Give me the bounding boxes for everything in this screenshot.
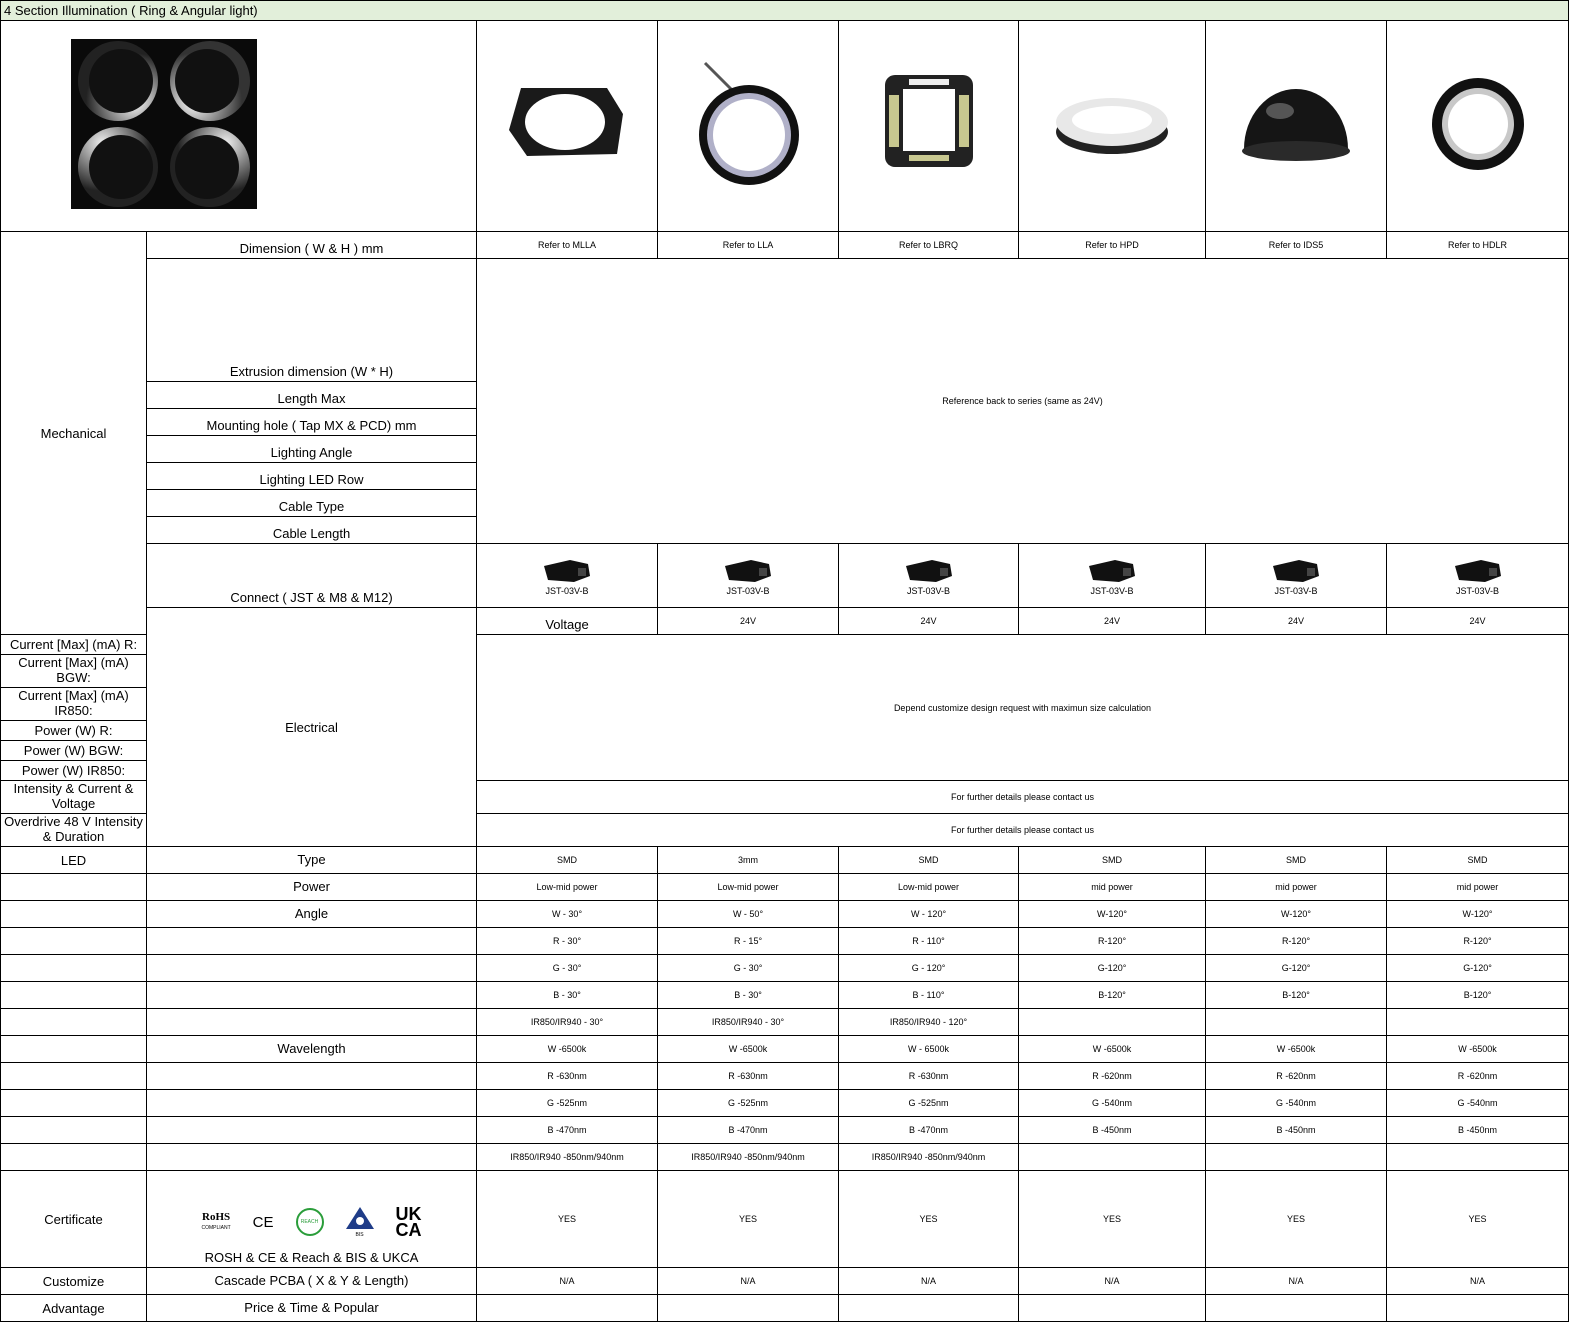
page-title: 4 Section Illumination ( Ring & Angular light): [1, 1, 1569, 21]
advantage-5: [1206, 1295, 1387, 1322]
angle-3: W - 120°: [839, 901, 1019, 928]
wavelength-2: W -6500k: [658, 1036, 839, 1063]
low-angle-ring-light-icon: [1052, 84, 1172, 164]
section-empty: [1, 1090, 147, 1117]
wavelength-1: R -630nm: [477, 1063, 658, 1090]
angle-4: [1019, 1009, 1206, 1036]
four-section-illumination-icon: [71, 39, 257, 209]
wavelength-5: R -620nm: [1206, 1063, 1387, 1090]
section-empty: [1, 874, 147, 901]
wavelength-5: [1206, 1144, 1387, 1171]
angle-4: R-120°: [1019, 928, 1206, 955]
power-5: mid power: [1206, 874, 1387, 901]
voltage-3: 24V: [1019, 608, 1206, 635]
customize-1: N/A: [477, 1268, 658, 1295]
angle-3: B - 110°: [839, 982, 1019, 1009]
label-mounting-hole: Mounting hole ( Tap MX & PCD) mm: [147, 409, 477, 436]
wavelength-1: G -525nm: [477, 1090, 658, 1117]
angle-4: B-120°: [1019, 982, 1206, 1009]
reach-logo-icon: REACH: [296, 1208, 324, 1236]
wavelength-3: W - 6500k: [839, 1036, 1019, 1063]
angle-5: W-120°: [1206, 901, 1387, 928]
angle-4: W-120°: [1019, 901, 1206, 928]
label-empty: [147, 1009, 477, 1036]
ring-light-with-cable-icon: [693, 59, 803, 189]
label-lighting-angle: Lighting Angle: [147, 436, 477, 463]
diffuse-ring-light-icon: [1428, 74, 1528, 174]
customize-2: N/A: [658, 1268, 839, 1295]
section-customize: Customize: [1, 1268, 147, 1295]
angle-3: IR850/IR940 - 120°: [839, 1009, 1019, 1036]
four-section-preview: [1, 21, 477, 232]
angle-6: G-120°: [1387, 955, 1569, 982]
power-6: mid power: [1387, 874, 1569, 901]
wavelength-6: G -540nm: [1387, 1090, 1569, 1117]
advantage-1: [477, 1295, 658, 1322]
type-6: SMD: [1387, 847, 1569, 874]
connector-label: JST-03V-B: [1274, 585, 1318, 596]
section-electrical: Electrical: [147, 608, 477, 847]
label-cable-type: Cable Type: [147, 490, 477, 517]
connector-5: [1206, 544, 1387, 608]
wavelength-4: B -450nm: [1019, 1117, 1206, 1144]
connector-6: [1387, 544, 1569, 608]
type-3: SMD: [839, 847, 1019, 874]
wavelength-2: R -630nm: [658, 1063, 839, 1090]
angle-1: W - 30°: [477, 901, 658, 928]
power-2: Low-mid power: [658, 874, 839, 901]
section-mechanical: Mechanical: [1, 232, 147, 635]
dimension-6: Refer to HDLR: [1387, 232, 1569, 259]
wavelength-5: G -540nm: [1206, 1090, 1387, 1117]
voltage-4: 24V: [1206, 608, 1387, 635]
mechanical-reference: Reference back to series (same as 24V): [477, 259, 1569, 544]
wavelength-5: B -450nm: [1206, 1117, 1387, 1144]
angle-6: B-120°: [1387, 982, 1569, 1009]
label-empty: [147, 1117, 477, 1144]
label-empty: [147, 955, 477, 982]
jst-connector-icon: [1269, 556, 1323, 584]
ce-logo-icon: CE: [252, 1213, 274, 1231]
label-cable-length: Cable Length: [147, 517, 477, 544]
wavelength-6: [1387, 1144, 1569, 1171]
section-empty: [1, 928, 147, 955]
advantage-2: [658, 1295, 839, 1322]
section-empty: [1, 1036, 147, 1063]
advantage-4: [1019, 1295, 1206, 1322]
section-empty: [1, 955, 147, 982]
dimension-4: Refer to HPD: [1019, 232, 1206, 259]
label-type: Type: [147, 847, 477, 874]
jst-connector-icon: [1085, 556, 1139, 584]
ukca-logo-icon: UK CA: [395, 1204, 422, 1240]
label-power-bgw: Power (W) BGW:: [1, 741, 147, 761]
connector-3: [839, 544, 1019, 608]
section-empty: [1, 982, 147, 1009]
section-led: LED: [1, 847, 147, 874]
product-image-6: [1387, 21, 1569, 232]
label-empty: [147, 1144, 477, 1171]
bis-logo-icon: BIS: [346, 1207, 374, 1238]
wavelength-3: R -630nm: [839, 1063, 1019, 1090]
wavelength-3: B -470nm: [839, 1117, 1019, 1144]
angle-5: B-120°: [1206, 982, 1387, 1009]
angle-2: IR850/IR940 - 30°: [658, 1009, 839, 1036]
rohs-logo-icon: RoHS COMPLIANT: [201, 1211, 231, 1231]
wavelength-4: W -6500k: [1019, 1036, 1206, 1063]
connector-label: JST-03V-B: [545, 585, 589, 596]
angle-2: B - 30°: [658, 982, 839, 1009]
angle-5: [1206, 1009, 1387, 1036]
label-cascade: Cascade PCBA ( X & Y & Length): [147, 1268, 477, 1295]
label-price: Price & Time & Popular: [147, 1295, 477, 1322]
dome-light-icon: [1236, 79, 1356, 169]
label-power-ir: Power (W) IR850:: [1, 761, 147, 781]
customize-4: N/A: [1019, 1268, 1206, 1295]
voltage-5: 24V: [1387, 608, 1569, 635]
label-current-ir: Current [Max] (mA) IR850:: [1, 688, 147, 721]
section-certificate: Certificate: [1, 1171, 147, 1268]
type-5: SMD: [1206, 847, 1387, 874]
wavelength-1: W -6500k: [477, 1036, 658, 1063]
section-empty: [1, 1117, 147, 1144]
angle-2: G - 30°: [658, 955, 839, 982]
dimension-3: Refer to LBRQ: [839, 232, 1019, 259]
section-empty: [1, 1063, 147, 1090]
connector-1: [477, 544, 658, 608]
advantage-6: [1387, 1295, 1569, 1322]
label-wavelength: Wavelength: [147, 1036, 477, 1063]
wavelength-6: W -6500k: [1387, 1036, 1569, 1063]
label-voltage: Voltage: [477, 608, 658, 635]
wavelength-5: W -6500k: [1206, 1036, 1387, 1063]
overdrive-reference: For further details please contact us: [477, 814, 1569, 847]
certificate-2: YES: [658, 1171, 839, 1268]
connector-label: JST-03V-B: [906, 585, 951, 596]
angle-3: G - 120°: [839, 955, 1019, 982]
power-3: Low-mid power: [839, 874, 1019, 901]
angle-6: W-120°: [1387, 901, 1569, 928]
dimension-2: Refer to LLA: [658, 232, 839, 259]
wavelength-4: [1019, 1144, 1206, 1171]
product-image-5: [1206, 21, 1387, 232]
certificate-6: YES: [1387, 1171, 1569, 1268]
customize-5: N/A: [1206, 1268, 1387, 1295]
jst-connector-icon: [721, 556, 775, 584]
customize-3: N/A: [839, 1268, 1019, 1295]
label-empty: [147, 928, 477, 955]
label-certs: [147, 1171, 477, 1268]
angle-2: R - 15°: [658, 928, 839, 955]
label-current-bgw: Current [Max] (mA) BGW:: [1, 655, 147, 688]
dimension-1: Refer to MLLA: [477, 232, 658, 259]
type-1: SMD: [477, 847, 658, 874]
angle-6: [1387, 1009, 1569, 1036]
label-connect: Connect ( JST & M8 & M12): [147, 544, 477, 608]
certificate-3: YES: [839, 1171, 1019, 1268]
label-empty: [147, 1090, 477, 1117]
angle-3: R - 110°: [839, 928, 1019, 955]
angle-2: W - 50°: [658, 901, 839, 928]
octagonal-ring-light-icon: [507, 84, 627, 164]
angle-1: B - 30°: [477, 982, 658, 1009]
wavelength-2: B -470nm: [658, 1117, 839, 1144]
label-power-r: Power (W) R:: [1, 721, 147, 741]
square-bar-light-icon: [879, 69, 979, 179]
connector-2: [658, 544, 839, 608]
product-image-1: [477, 21, 658, 232]
label-empty: [147, 982, 477, 1009]
angle-4: G-120°: [1019, 955, 1206, 982]
wavelength-1: B -470nm: [477, 1117, 658, 1144]
wavelength-2: IR850/IR940 -850nm/940nm: [658, 1144, 839, 1171]
angle-5: R-120°: [1206, 928, 1387, 955]
certificate-4: YES: [1019, 1171, 1206, 1268]
dimension-5: Refer to IDS5: [1206, 232, 1387, 259]
label-empty: [147, 1063, 477, 1090]
angle-1: G - 30°: [477, 955, 658, 982]
angle-5: G-120°: [1206, 955, 1387, 982]
angle-6: R-120°: [1387, 928, 1569, 955]
voltage-1: 24V: [658, 608, 839, 635]
advantage-3: [839, 1295, 1019, 1322]
label-extrusion: Extrusion dimension (W * H): [147, 259, 477, 382]
type-2: 3mm: [658, 847, 839, 874]
wavelength-3: G -525nm: [839, 1090, 1019, 1117]
power-1: Low-mid power: [477, 874, 658, 901]
jst-connector-icon: [902, 556, 956, 584]
connector-label: JST-03V-B: [726, 585, 770, 596]
product-image-4: [1019, 21, 1206, 232]
wavelength-6: B -450nm: [1387, 1117, 1569, 1144]
connector-4: [1019, 544, 1206, 608]
cert-text: ROSH & CE & Reach & BIS & UKCA: [204, 1250, 419, 1265]
power-4: mid power: [1019, 874, 1206, 901]
label-overdrive: Overdrive 48 V Intensity & Duration: [1, 814, 147, 847]
product-image-3: [839, 21, 1019, 232]
electrical-reference: Depend customize design request with maximun size calculation: [477, 635, 1569, 781]
label-current-r: Current [Max] (mA) R:: [1, 635, 147, 655]
certificate-5: YES: [1206, 1171, 1387, 1268]
angle-1: R - 30°: [477, 928, 658, 955]
type-4: SMD: [1019, 847, 1206, 874]
certificate-1: YES: [477, 1171, 658, 1268]
jst-connector-icon: [540, 556, 594, 584]
connector-label: JST-03V-B: [1090, 585, 1134, 596]
customize-6: N/A: [1387, 1268, 1569, 1295]
label-power: Power: [147, 874, 477, 901]
label-lighting-led-row: Lighting LED Row: [147, 463, 477, 490]
wavelength-6: R -620nm: [1387, 1063, 1569, 1090]
jst-connector-icon: [1451, 556, 1505, 584]
section-empty: [1, 1144, 147, 1171]
section-empty: [1, 901, 147, 928]
label-dimension: Dimension ( W & H ) mm: [147, 232, 477, 259]
wavelength-4: R -620nm: [1019, 1063, 1206, 1090]
angle-1: IR850/IR940 - 30°: [477, 1009, 658, 1036]
section-advantage: Advantage: [1, 1295, 147, 1322]
wavelength-3: IR850/IR940 -850nm/940nm: [839, 1144, 1019, 1171]
label-angle: Angle: [147, 901, 477, 928]
cert-logos: [147, 1194, 476, 1250]
label-intensity: Intensity & Current & Voltage: [1, 781, 147, 814]
voltage-2: 24V: [839, 608, 1019, 635]
label-length-max: Length Max: [147, 382, 477, 409]
product-image-2: [658, 21, 839, 232]
intensity-reference: For further details please contact us: [477, 781, 1569, 814]
wavelength-1: IR850/IR940 -850nm/940nm: [477, 1144, 658, 1171]
connector-label: JST-03V-B: [1455, 585, 1500, 596]
section-empty: [1, 1009, 147, 1036]
wavelength-4: G -540nm: [1019, 1090, 1206, 1117]
wavelength-2: G -525nm: [658, 1090, 839, 1117]
